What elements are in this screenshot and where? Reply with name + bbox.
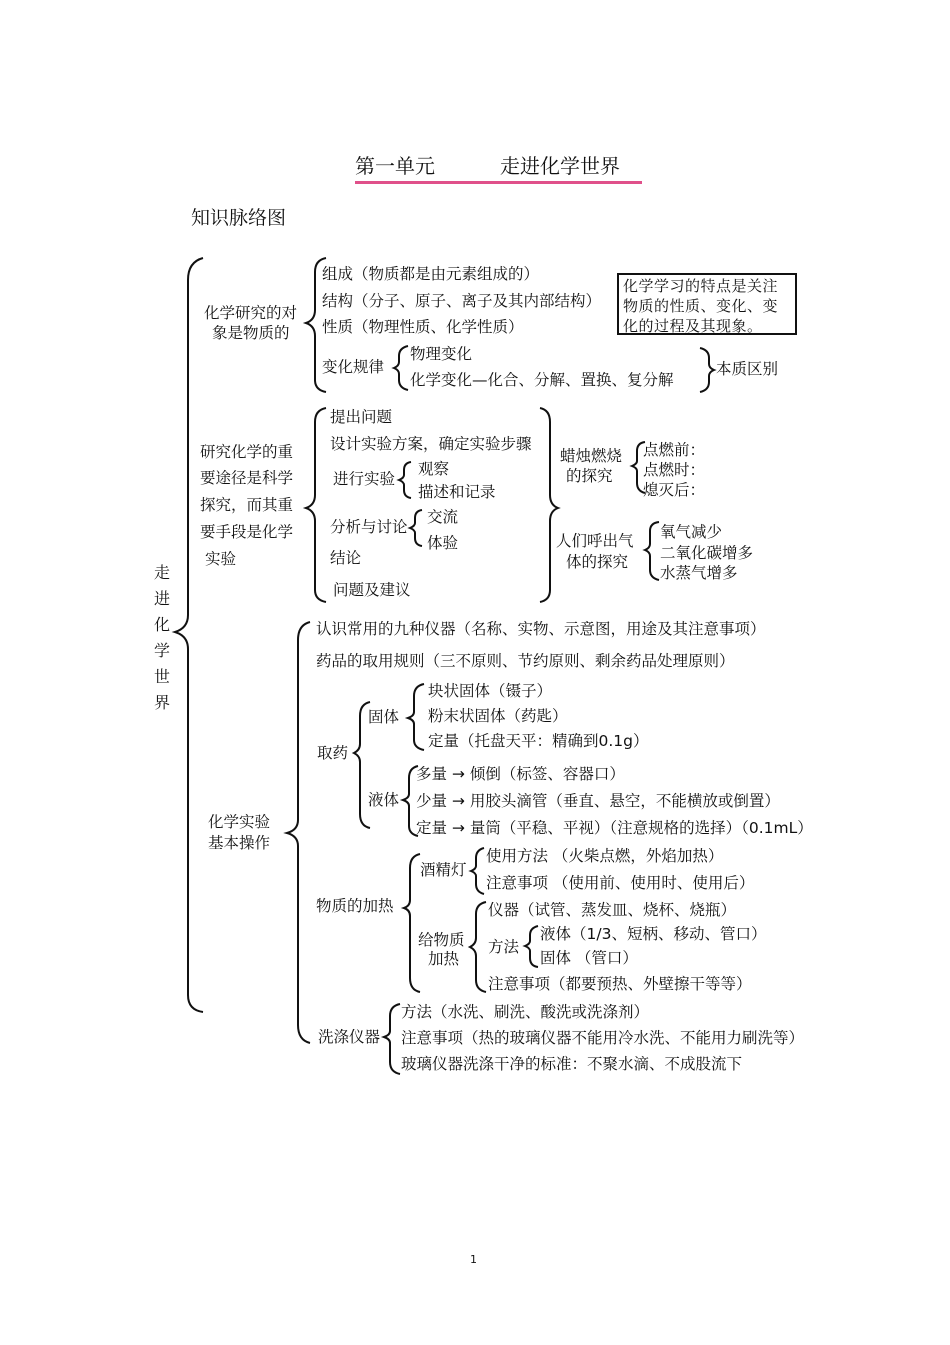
s3-object-label: 给物质 — [418, 931, 465, 949]
s3-method-label: 方法 — [488, 938, 520, 956]
s2-step: 进行实验 — [333, 470, 396, 488]
lamp-brace — [471, 848, 484, 894]
s3-lamp-item: 注意事项 （使用前、使用时、使用后） — [486, 874, 755, 892]
s1-label-line: 象是物质的 — [212, 324, 290, 342]
s1-note-box: 化学学习的特点是关注物质的性质、变化、变化的过程及其现象。 — [617, 273, 797, 335]
s2-discuss-sub: 体验 — [427, 534, 459, 552]
s1-label-line: 化学研究的对 — [204, 304, 298, 322]
s2-candle-label: 蜡烛燃烧 — [560, 447, 623, 465]
s3-take-label: 取药 — [317, 744, 349, 762]
s3-label-line: 基本操作 — [208, 834, 271, 852]
solid-brace — [408, 684, 424, 750]
s2-breath-item: 二氧化碳增多 — [660, 544, 754, 562]
s3-solid-item: 块状固体（镊子） — [428, 682, 553, 700]
s2-label-line: 实验 — [205, 550, 237, 568]
root-char: 世 — [153, 667, 170, 686]
s2-candle-item: 点燃前： — [643, 441, 706, 459]
method-brace — [525, 926, 538, 967]
s3-rules: 药品的取用规则（三不原则、节约原则、剩余药品处理原则） — [316, 652, 735, 670]
s1-item: 组成（物质都是由元素组成的） — [322, 265, 540, 283]
subtitle: 知识脉络图 — [191, 207, 287, 229]
s3-label-line: 化学实验 — [208, 813, 271, 831]
change-brace — [394, 346, 408, 390]
title-topic: 走进化学世界 — [500, 154, 620, 178]
s3-object-attention: 注意事项（都要预热、外壁擦干等等） — [488, 975, 752, 993]
root-char: 学 — [153, 641, 170, 660]
s2-candle-label: 的探究 — [566, 467, 613, 485]
s2-step: 分析与讨论 — [330, 518, 408, 536]
s2-experiment-sub: 描述和记录 — [418, 483, 496, 501]
s2-breath-label: 体的探究 — [566, 553, 629, 571]
s1-change-label: 变化规律 — [322, 358, 385, 376]
s2-label-line: 探究，而其重 — [200, 496, 294, 514]
object-brace — [470, 902, 486, 992]
root-label — [152, 560, 172, 716]
s2-candle-item: 点燃时： — [643, 461, 706, 479]
s3-method-item: 液体（1/3、短柄、移动、管口） — [540, 925, 767, 943]
s1-essence: 本质区别 — [716, 360, 779, 378]
s2-right-brace — [540, 408, 558, 602]
s1-change-item: 化学变化—化合、分解、置换、复分解 — [410, 371, 674, 389]
s3-wash-item: 玻璃仪器洗涤干净的标准：不聚水滴、不成股流下 — [401, 1055, 743, 1073]
s3-liquid-item: 定量 → 量筒（平稳、平视）（注意规格的选择）（0.1mL） — [416, 819, 813, 837]
s3-solid-item: 粉末状固体（药匙） — [428, 707, 568, 725]
s1-item: 性质（物理性质、化学性质） — [322, 318, 524, 336]
s2-brace — [306, 408, 326, 602]
s3-liquid-item: 多量 → 倾倒（标签、容器口） — [416, 765, 625, 783]
s3-solid-item: 定量（托盘天平：精确到0.1g） — [428, 732, 649, 750]
s2-discuss-sub: 交流 — [427, 508, 459, 526]
s3-object-label: 加热 — [428, 950, 460, 968]
discuss-brace — [410, 510, 422, 546]
s2-label-line: 要手段是化学 — [200, 523, 294, 541]
s1-change-item: 物理变化 — [410, 345, 473, 363]
s2-step: 提出问题 — [330, 408, 393, 426]
s2-experiment-sub: 观察 — [418, 460, 450, 478]
s2-step: 结论 — [330, 549, 362, 567]
essence-brace — [700, 348, 714, 392]
s3-liquid-item: 少量 → 用胶头滴管（垂直、悬空，不能横放或倒置） — [416, 792, 780, 810]
experiment-brace — [399, 462, 411, 498]
breath-brace — [645, 522, 659, 580]
s3-lamp-label: 酒精灯 — [420, 861, 467, 879]
s2-step: 问题及建议 — [333, 581, 411, 599]
root-char: 进 — [153, 589, 170, 608]
s2-breath-item: 氧气减少 — [660, 523, 723, 541]
s2-breath-item: 水蒸气增多 — [660, 564, 738, 582]
s1-item: 结构（分子、原子、离子及其内部结构） — [322, 292, 602, 310]
s3-method-item: 固体 （管口） — [540, 949, 638, 967]
s3-liquid-label: 液体 — [368, 791, 400, 809]
s2-breath-label: 人们呼出气 — [556, 532, 634, 550]
s2-label-line: 研究化学的重 — [200, 443, 294, 461]
root-char: 走 — [153, 563, 170, 582]
s3-heat-label: 物质的加热 — [316, 897, 394, 915]
title-unit: 第一单元 — [355, 154, 435, 178]
page-number: 1 — [470, 1253, 477, 1266]
s3-wash-item: 注意事项（热的玻璃仪器不能用冷水洗、不能用力刷洗等） — [401, 1029, 805, 1047]
s3-brace — [287, 622, 310, 1043]
s2-label-line: 要途径是科学 — [200, 469, 294, 487]
s2-step: 设计实验方案，确定实验步骤 — [330, 435, 532, 453]
root-char: 化 — [153, 615, 170, 634]
wash-brace — [384, 1004, 400, 1074]
s2-candle-item: 熄灭后： — [643, 481, 706, 499]
root-char: 界 — [153, 693, 170, 712]
s3-solid-label: 固体 — [368, 708, 400, 726]
s3-wash-item: 方法（水洗、刷洗、酸洗或洗涤剂） — [401, 1003, 650, 1021]
s3-object-instrument: 仪器（试管、蒸发皿、烧杯、烧瓶） — [488, 901, 737, 919]
s3-wash-label: 洗涤仪器 — [318, 1028, 381, 1046]
s3-instruments: 认识常用的九种仪器（名称、实物、示意图，用途及其注意事项） — [316, 620, 766, 638]
root-brace — [175, 258, 203, 1012]
s3-lamp-item: 使用方法 （火柴点燃，外焰加热） — [486, 847, 724, 865]
heat-brace — [404, 854, 420, 992]
